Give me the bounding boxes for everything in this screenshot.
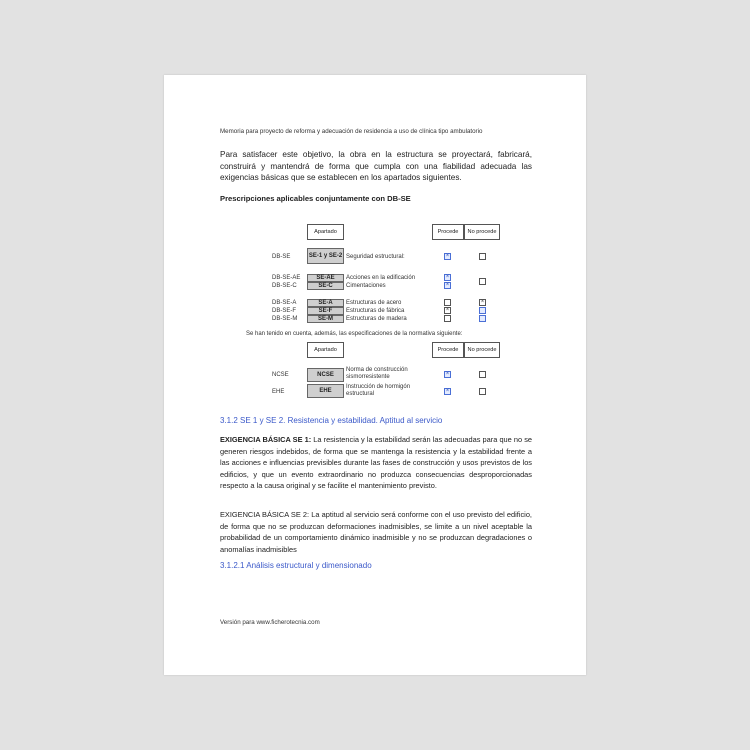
col-procede-header: Procede: [432, 224, 464, 240]
row-label: DB-SE-C: [272, 283, 297, 289]
page-footer: Versión para www.ficherotecnia.com: [220, 619, 320, 626]
page-header: Memoria para proyecto de reforma y adecuación de residencia a uso de clínica tipo ambulatorio: [220, 128, 483, 135]
row-code: SE-M: [307, 315, 344, 323]
procede-checkbox[interactable]: [444, 299, 451, 306]
row-code: SE-A: [307, 299, 344, 307]
col-apartado-header: Apartado: [307, 342, 344, 358]
row-desc: Estructuras de madera: [346, 316, 407, 322]
row-desc: Estructuras de acero: [346, 300, 402, 306]
col-procede-header: Procede: [432, 342, 464, 358]
row-desc: Norma de construcción sismorresistente: [346, 367, 408, 380]
col-no-procede-header: No procede: [464, 342, 500, 358]
row-code: SE-F: [307, 307, 344, 315]
procede-checkbox[interactable]: ×: [445, 274, 450, 280]
row-label: DB-SE-F: [272, 308, 296, 314]
no-procede-checkbox[interactable]: [479, 388, 486, 395]
procede-checkbox[interactable]: ×: [445, 371, 450, 377]
procede-checkbox[interactable]: ×: [445, 307, 450, 313]
document-page: [164, 75, 586, 675]
no-procede-checkbox[interactable]: [479, 315, 486, 322]
prescripciones-heading: Prescripciones aplicables conjuntamente con DB-SE: [220, 194, 411, 203]
se1-text: La resistencia y la estabilidad serán las adecuadas para que no se generen riesgos indebidos, de forma que se mantenga la resistencia y la estabilidad frente a las acciones e influencias previsibles durante las fases de construcción y usos previstos de los edificios, y que un evento extraordinario no produzca consecuencias desproporcionadas respecto a la causa original y se facilite el mantenimiento previsto.: [220, 435, 533, 490]
row-label: DB-SE: [272, 254, 291, 260]
row-label: DB-SE-M: [272, 316, 298, 322]
row-code: SE-C: [307, 282, 344, 290]
no-procede-checkbox[interactable]: [479, 278, 486, 285]
col-apartado-header: Apartado: [307, 224, 344, 240]
row-code: NCSE: [307, 368, 344, 382]
section-3-1-2-1-heading: 3.1.2.1 Análisis estructural y dimensionado: [220, 561, 372, 570]
row-code: EHE: [307, 384, 344, 398]
row-desc: Instrucción de hormigón estructural: [346, 384, 411, 397]
se1-paragraph: [220, 434, 532, 492]
procede-checkbox[interactable]: [444, 315, 451, 322]
section-3-1-2-heading: 3.1.2 SE 1 y SE 2. Resistencia y estabilidad. Aptitud al servicio: [220, 416, 443, 425]
se2-paragraph: EXIGENCIA BÁSICA SE 2: La aptitud al servicio será conforme con el uso previsto del edificio, de forma que no se produzcan deformaciones inadmisibles, se limite a un nivel aceptable la probabilidad de un comportamiento dinámico inadmisible y no se produzcan degradaciones o anomalías inadmisibles: [220, 510, 532, 554]
row-label: DB-SE-A: [272, 300, 297, 306]
row-desc: Seguridad estructural:: [346, 254, 405, 260]
row-code: SE-AE: [307, 274, 344, 282]
row-label: DB-SE-AE: [272, 275, 301, 281]
row-label: NCSE: [272, 372, 289, 378]
row-desc: Estructuras de fábrica: [346, 308, 405, 314]
no-procede-checkbox[interactable]: [479, 253, 486, 260]
row-code: SE-1 y SE-2: [307, 248, 344, 264]
procede-checkbox[interactable]: ×: [445, 282, 450, 288]
row-desc: Cimentaciones: [346, 283, 386, 289]
row-desc: Acciones en la edificación: [346, 275, 416, 281]
no-procede-checkbox[interactable]: ×: [480, 299, 485, 305]
no-procede-checkbox[interactable]: [479, 371, 486, 378]
intro-paragraph: Para satisfacer este objetivo, la obra en la estructura se proyectará, fabricará, construirá y mantendrá de forma que cumpla con una fiabilidad adecuada las exigencias básicas que se establecen en los apartados siguientes.: [220, 150, 532, 182]
col-no-procede-header: No procede: [464, 224, 500, 240]
no-procede-checkbox[interactable]: [479, 307, 486, 314]
procede-checkbox[interactable]: ×: [445, 388, 450, 394]
table-note: Se han tenido en cuenta, además, las especificaciones de la normativa siguiente:: [246, 331, 463, 337]
row-label: EHE: [272, 389, 285, 395]
procede-checkbox[interactable]: ×: [445, 253, 450, 259]
se1-label: EXIGENCIA BÁSICA SE 1:: [220, 435, 312, 444]
